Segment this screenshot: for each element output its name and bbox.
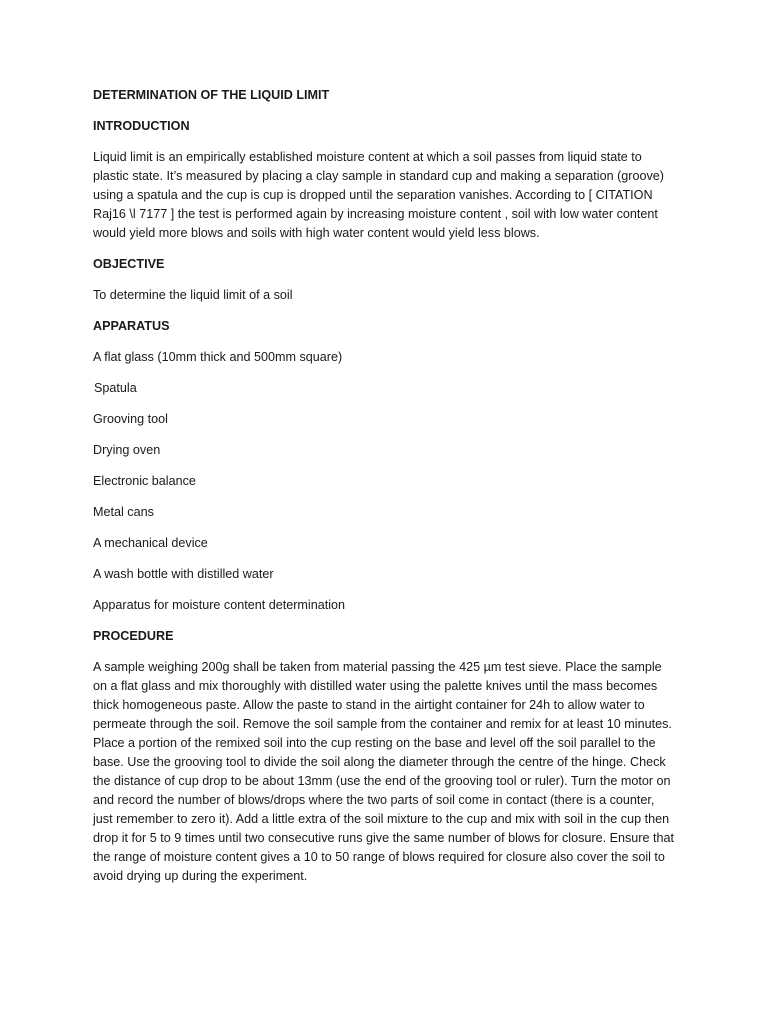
procedure-paragraph: A sample weighing 200g shall be taken from material passing the 425 µm test sieve. Place the sample on a flat glass and mix thoroughly with distilled water using the palette knives until the mass becomes thick homogeneous paste. Allow the paste to stand in the airtight container for 24h to allow water to permeate through the soil. Remove the soil sample from the container and remix for at least 10 minutes. Place a portion of the remixed soil into the cup resting on the base and level off the soil parallel to the base. Use the grooving tool to divide the soil along the diameter through the centre of the hinge. Check the distance of cup drop to be about 13mm (use the end of the grooving tool or ruler). Turn the motor on and record the number of blows/drops where the two parts of soil come in contact (there is a counter, just remember to zero it). Add a little extra of the soil mixture to the cup and mix with soil in the cup then drop it for 5 to 9 times until two consecutive runs give the same number of blows for closure. Ensure that the range of moisture content gives a 10 to 50 range of blows required for closure also cover the soil to avoid drying up during the experiment. xyxy=(93,660,674,883)
apparatus-list xyxy=(93,348,675,615)
procedure-heading: PROCEDURE xyxy=(93,629,174,643)
apparatus-item: A flat glass (10mm thick and 500mm square) xyxy=(93,350,343,364)
apparatus-item: Grooving tool xyxy=(93,412,168,426)
introduction-paragraph: Liquid limit is an empirically established moisture content at which a soil passes from liquid state to plastic state. It’s measured by placing a clay sample in standard cup and making a separation (groove) using a spatula and the cup is cup is dropped until the separation vanishes. According to [ CITATION Raj16 \l 7177 ] the test is performed again by increasing moisture content , soil with low water content would yield more blows and soils with high water content would yield less blows. xyxy=(93,150,664,240)
apparatus-item: A wash bottle with distilled water xyxy=(93,567,274,581)
document-page xyxy=(93,86,675,898)
apparatus-item: Spatula xyxy=(94,381,137,395)
introduction-heading: INTRODUCTION xyxy=(93,119,190,133)
apparatus-item: Drying oven xyxy=(93,443,161,457)
apparatus-heading: APPARATUS xyxy=(93,319,170,333)
apparatus-item: Metal cans xyxy=(93,505,154,519)
apparatus-item: Electronic balance xyxy=(93,474,196,488)
apparatus-item: A mechanical device xyxy=(93,536,208,550)
objective-paragraph: To determine the liquid limit of a soil xyxy=(93,288,293,302)
document-title: DETERMINATION OF THE LIQUID LIMIT xyxy=(93,88,330,102)
objective-heading: OBJECTIVE xyxy=(93,257,165,271)
apparatus-item: Apparatus for moisture content determination xyxy=(93,598,346,612)
